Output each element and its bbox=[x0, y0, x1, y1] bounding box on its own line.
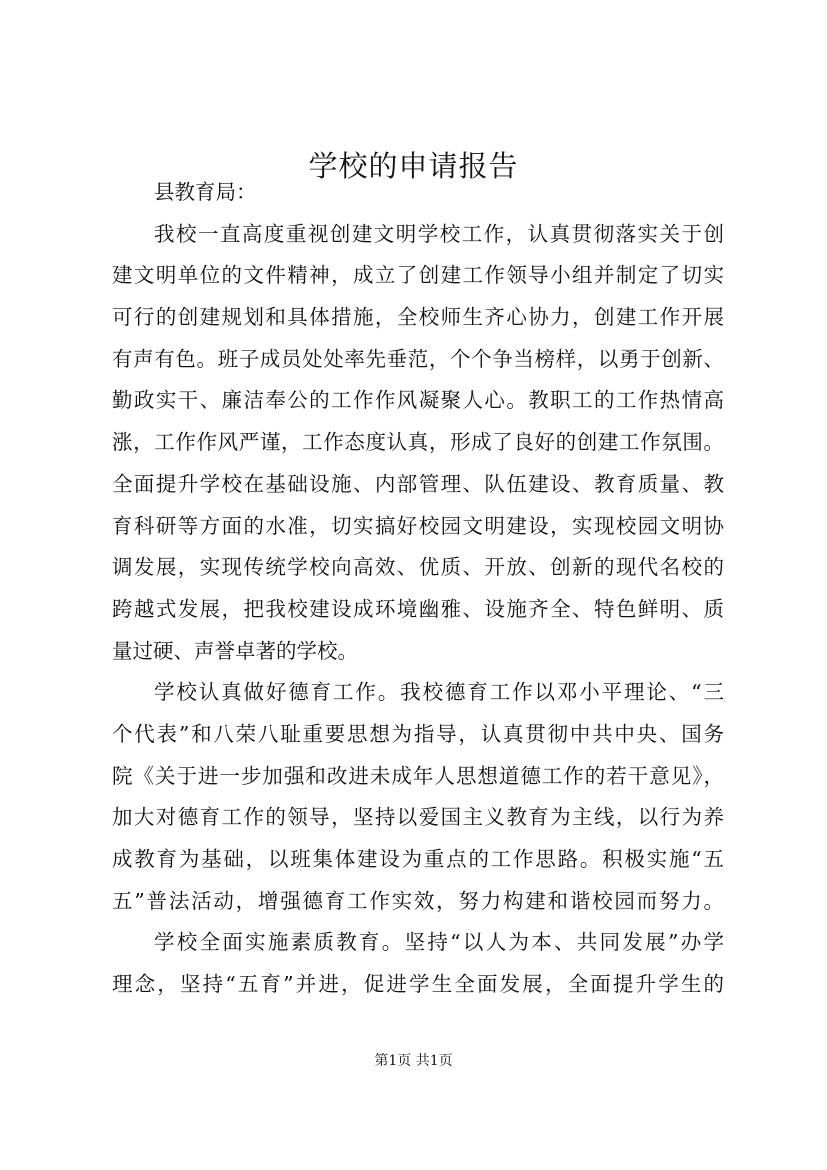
document-body bbox=[112, 172, 724, 1006]
body-line: 学校全面实施素质教育。坚持“以人为本、共同发展”办学 bbox=[154, 930, 724, 955]
body-line: 涨，工作作风严谨，工作态度认真，形成了良好的创建工作氛围。 bbox=[112, 430, 724, 455]
body-line: 全面提升学校在基础设施、内部管理、队伍建设、教育质量、教 bbox=[112, 471, 724, 496]
body-line: 理念，坚持“五育”并进，促进学生全面发展，全面提升学生的 bbox=[112, 972, 724, 997]
body-line: 学校认真做好德育工作。我校德育工作以邓小平理论、“三 bbox=[154, 680, 724, 705]
body-line: 建文明单位的文件精神，成立了创建工作领导小组并制定了切实 bbox=[112, 263, 724, 288]
body-line: 我校一直高度重视创建文明学校工作，认真贯彻落实关于创 bbox=[154, 221, 724, 246]
body-line: 加大对德育工作的领导，坚持以爱国主义教育为主线，以行为养 bbox=[112, 805, 724, 830]
document-title: 学校的申请报告 bbox=[308, 149, 519, 183]
body-line: 五”普法活动，增强德育工作实效，努力构建和谐校园而努力。 bbox=[112, 888, 724, 913]
body-line: 县教育局： bbox=[154, 180, 257, 204]
page-footer: 第1页 共1页 bbox=[374, 1053, 453, 1069]
body-line: 院《关于进一步加强和改进未成年人思想道德工作的若干意见》， bbox=[112, 763, 724, 788]
body-line: 调发展，实现传统学校向高效、优质、开放、创新的现代名校的 bbox=[112, 555, 724, 580]
body-line: 跨越式发展，把我校建设成环境幽雅、设施齐全、特色鲜明、质 bbox=[112, 596, 724, 621]
body-line: 勤政实干、廉洁奉公的工作作风凝聚人心。教职工的工作热情高 bbox=[112, 388, 724, 413]
body-line: 个代表”和八荣八耻重要思想为指导，认真贯彻中共中央、国务 bbox=[112, 721, 724, 746]
body-line: 有声有色。班子成员处处率先垂范，个个争当榜样，以勇于创新、 bbox=[112, 346, 724, 371]
body-line: 育科研等方面的水准，切实搞好校园文明建设，实现校园文明协 bbox=[112, 513, 724, 538]
body-line: 可行的创建规划和具体措施，全校师生齐心协力，创建工作开展 bbox=[112, 305, 724, 330]
body-line: 量过硬、声誉卓著的学校。 bbox=[112, 638, 358, 663]
body-line: 成教育为基础，以班集体建设为重点的工作思路。积极实施“五 bbox=[112, 847, 724, 871]
